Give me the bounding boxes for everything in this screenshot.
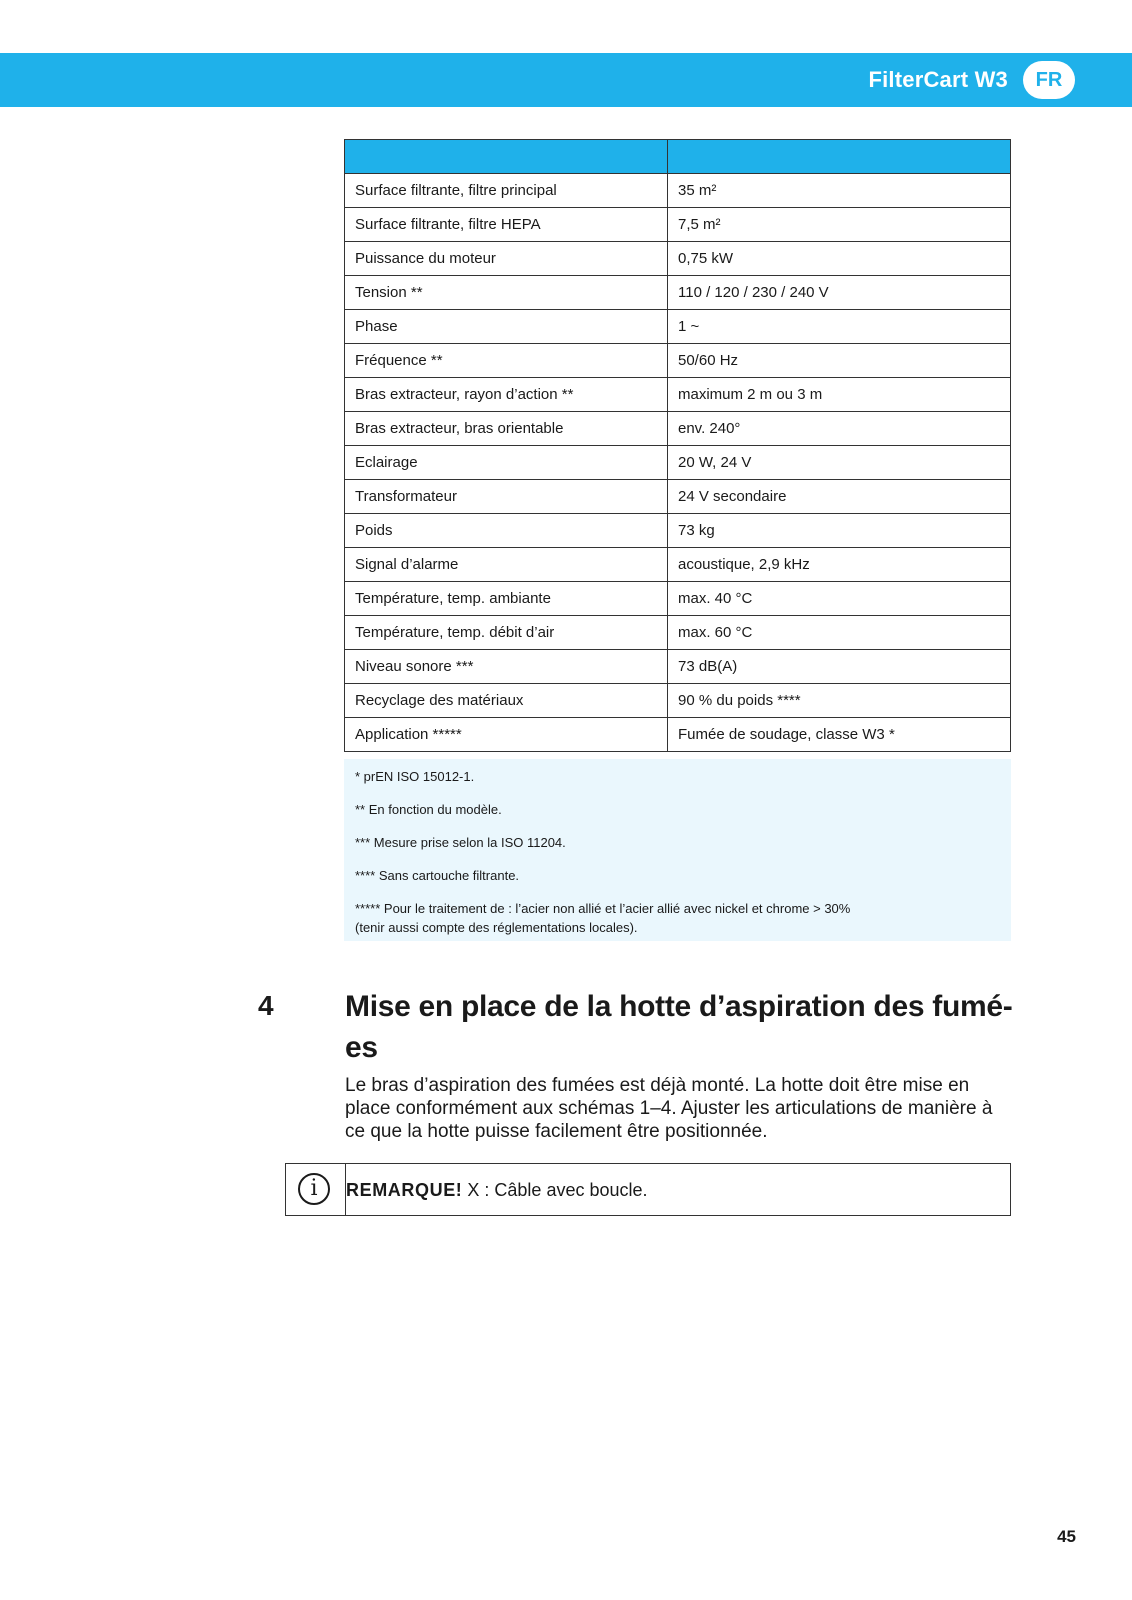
table-row [345, 718, 1011, 752]
remark-text [346, 1178, 648, 1202]
table-header-row [345, 140, 1011, 174]
table-row [345, 684, 1011, 718]
section-title [345, 986, 1015, 1068]
page-number: 45 [1057, 1527, 1076, 1546]
remark-content: X : Câble avec boucle. [462, 1180, 648, 1200]
spec-label-cell: Fréquence ** [345, 344, 668, 378]
table-row [345, 514, 1011, 548]
table-header-cell [668, 140, 1011, 174]
spec-label-cell: Tension ** [345, 276, 668, 310]
section-body-text: Le bras d’aspiration des fumées est déjà monté. La hotte doit être mise en place conformément aux schémas 1–4. Ajuster les articulations de manière à ce que la hotte puisse facilement être positionnée. [345, 1075, 993, 1142]
spec-label-cell: Application ***** [345, 718, 668, 752]
section-title-line: es [345, 1031, 378, 1064]
remark-box [285, 1163, 1011, 1216]
spec-label-cell: Recyclage des matériaux [345, 684, 668, 718]
spec-value-cell: maximum 2 m ou 3 m [668, 378, 1011, 412]
spec-value-cell: max. 60 °C [668, 616, 1011, 650]
footnotes-box [344, 759, 1011, 941]
spec-label-cell: Surface filtrante, filtre HEPA [345, 208, 668, 242]
spec-label-cell: Poids [345, 514, 668, 548]
spec-value-cell: 110 / 120 / 230 / 240 V [668, 276, 1011, 310]
footnote: **** Sans cartouche filtrante. [355, 868, 520, 883]
table-row [345, 276, 1011, 310]
spec-value-cell: Fumée de soudage, classe W3 * [668, 718, 1011, 752]
table-row [345, 344, 1011, 378]
footnote [355, 899, 1000, 937]
spec-value-cell: acoustique, 2,9 kHz [668, 548, 1011, 582]
footnote-line: (tenir aussi compte des réglementations locales). [355, 920, 638, 935]
spec-value-cell: 90 % du poids **** [668, 684, 1011, 718]
spec-label-cell: Transformateur [345, 480, 668, 514]
document-title: FilterCart W3 [868, 67, 1008, 92]
footnote: ** En fonction du modèle. [355, 802, 502, 817]
table-row [345, 242, 1011, 276]
technical-specs-table [344, 139, 1011, 752]
spec-value-cell: 7,5 m² [668, 208, 1011, 242]
spec-value-cell: env. 240° [668, 412, 1011, 446]
spec-value-cell: max. 40 °C [668, 582, 1011, 616]
table-row [345, 412, 1011, 446]
info-icon: i [298, 1173, 330, 1205]
spec-label-cell: Eclairage [345, 446, 668, 480]
spec-label-cell: Surface filtrante, filtre principal [345, 174, 668, 208]
table-row [345, 616, 1011, 650]
footnote: *** Mesure prise selon la ISO 11204. [355, 835, 566, 850]
spec-value-cell: 73 dB(A) [668, 650, 1011, 684]
table-row [345, 650, 1011, 684]
spec-value-cell: 24 V secondaire [668, 480, 1011, 514]
table-row [345, 378, 1011, 412]
spec-value-cell: 50/60 Hz [668, 344, 1011, 378]
footnote-line: ***** Pour le traitement de : l’acier non allié et l’acier allié avec nickel et chrome > 30% [355, 901, 851, 916]
spec-value-cell: 73 kg [668, 514, 1011, 548]
language-badge: FR [1023, 61, 1075, 99]
spec-value-cell: 35 m² [668, 174, 1011, 208]
table-header-cell [345, 140, 668, 174]
spec-value-cell: 20 W, 24 V [668, 446, 1011, 480]
table-row [345, 548, 1011, 582]
spec-label-cell: Température, temp. débit d’air [345, 616, 668, 650]
header-bar [0, 53, 1132, 107]
table-row [345, 310, 1011, 344]
section-title-line: Mise en place de la hotte d’aspiration des fumé- [345, 990, 1013, 1023]
spec-label-cell: Bras extracteur, rayon d’action ** [345, 378, 668, 412]
spec-label-cell: Phase [345, 310, 668, 344]
spec-label-cell: Signal d’alarme [345, 548, 668, 582]
spec-label-cell: Bras extracteur, bras orientable [345, 412, 668, 446]
section-number: 4 [258, 990, 274, 1021]
table-row [345, 582, 1011, 616]
spec-label-cell: Température, temp. ambiante [345, 582, 668, 616]
table-row [345, 174, 1011, 208]
table-row [345, 208, 1011, 242]
spec-label-cell: Niveau sonore *** [345, 650, 668, 684]
spec-value-cell: 1 ~ [668, 310, 1011, 344]
remark-label: REMARQUE! [346, 1180, 463, 1200]
spec-label-cell: Puissance du moteur [345, 242, 668, 276]
footnote: * prEN ISO 15012-1. [355, 769, 475, 784]
table-body [345, 174, 1011, 752]
table-row [345, 446, 1011, 480]
table-row [345, 480, 1011, 514]
spec-value-cell: 0,75 kW [668, 242, 1011, 276]
